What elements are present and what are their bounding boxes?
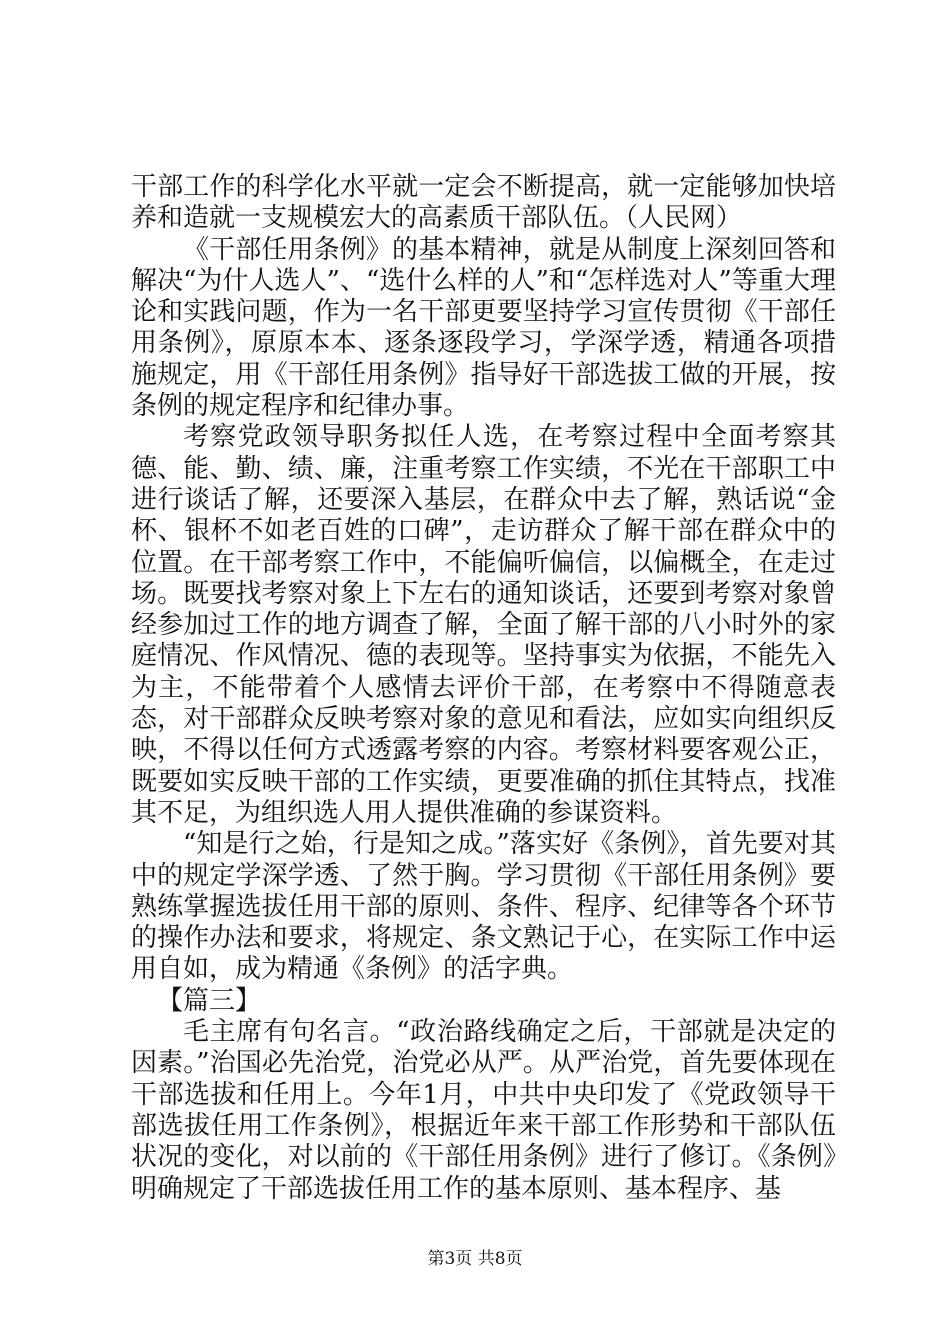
paragraph-chairman-quote: 毛主席有句名言。“政治路线确定之后，干部就是决定的因素。”治国必先治党，治党必从严。从严治党，首先要体现在干部选拔和任用上。今年1月，中共中央印发了《党政领导干部选拔任用工作条例》，根据近年来干部工作形势和干部队伍状况的变化，对以前的《干部任用条例》进行了修订。《条例》明确规定了干部选拔任用工作的基本原则、基本程序、基 — [131, 1017, 836, 1204]
section-heading-part-three: 【篇三】 — [157, 985, 262, 1016]
paragraph-knowledge-action: “知是行之始，行是知之成。”落实好《条例》，首先要对其中的规定学深学透、了然于胸。学习贯彻《干部任用条例》要熟练掌握选拔任用干部的原则、条件、程序、纪律等各个环节的操作办法和要求，将规定、条文熟记于心，在实际工作中运用自如，成为精通《条例》的活字典。 — [131, 829, 836, 985]
paragraph-regulation-spirit: 《干部任用条例》的基本精神，就是从制度上深刻回答和解决“为什人选人”、“选什么样的人”和“怎样选对人”等重大理论和实践问题，作为一名干部更要坚持学习宣传贯彻《干部任用条例》，原原本本、逐条逐段学习，学深学透，精通各项措施规定，用《干部任用条例》指导好干部选拔工做的开展，按条例的规定程序和纪律办事。 — [131, 234, 836, 422]
paragraph-candidate-inspection: 考察党政领导职务拟任人选，在考察过程中全面考察其德、能、勤、绩、廉，注重考察工作实绩，不光在干部职工中进行谈话了解，还要深入基层，在群众中去了解，熟话说“金杯、银杯不如老百姓的口碑”，走访群众了解干部在群众中的位置。在干部考察工作中，不能偏听偏信，以偏概全，在走过场。既要找考察对象上下左右的通知谈话，还要到考察对象曾经参加过工作的地方调查了解，全面了解干部的八小时外的家庭情况、作风情况、德的表现等。坚持事实为依据，不能先入为主，不能带着个人感情去评价干部，在考察中不得随意表态，对干部群众反映考察对象的意见和看法，应如实向组织反映，不得以任何方式透露考察的内容。考察材料要客观公正，既要如实反映干部的工作实绩，更要准确的抓住其特点，找准其不足，为组织选人用人提供准确的参谋资料。 — [131, 422, 836, 828]
page-number-footer: 第3页 共8页 — [427, 1249, 523, 1269]
document-body — [131, 172, 836, 1205]
paragraph-continuation: 干部工作的科学化水平就一定会不断提高，就一定能够加快培养和造就一支规模宏大的高素质干部队伍。（人民网） — [131, 172, 836, 234]
